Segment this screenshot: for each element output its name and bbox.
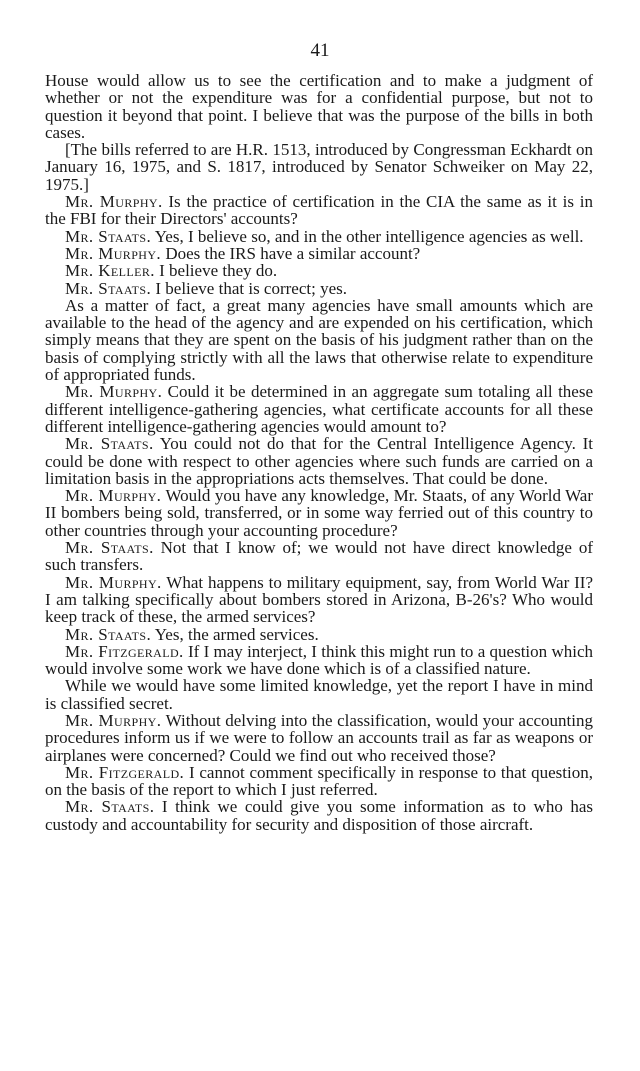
speaker-label: Mr. Murphy. [65, 192, 163, 212]
paragraph [45, 435, 593, 487]
paragraph [45, 643, 593, 678]
paragraph-text: House would allow us to see the certification and to make a judgment of whether or not the expenditure was for a confidential purpose, but not to question it beyond that point. I believe that was the purpose of the bills in both cases. [45, 71, 593, 142]
paragraph-text: While we would have some limited knowledge, yet the report I have in mind is classified secret. [45, 676, 593, 713]
paragraph-text: Would you have any knowledge, Mr. Staats, of any World War II bombers being sold, transferred, or in some way ferried out of this country to other countries through your accounting procedure? [45, 486, 593, 540]
paragraph-text: Without delving into the classification, would your accounting procedures inform us if we were to follow an accounts trail as far as weapons or airplanes were concerned? Could we find out who received those? [45, 710, 593, 765]
paragraph [45, 626, 593, 643]
speaker-label: Mr. Staats. [65, 538, 154, 558]
paragraph [45, 677, 593, 712]
paragraph [45, 72, 593, 141]
paragraph-text: What happens to military equipment, say, from World War II? I am talking specifically about bombers stored in Arizona, B-26's? Who would keep track of these, the armed services? [45, 572, 594, 627]
paragraph [45, 712, 593, 764]
speaker-label: Mr. Fitzgerald. [65, 641, 184, 661]
paragraph [45, 228, 593, 245]
paragraph [45, 798, 593, 833]
paragraph [45, 574, 593, 626]
paragraph [45, 383, 593, 435]
speaker-label: Mr. Staats. [65, 226, 152, 246]
paragraph-text: Not that I know of; we would not have direct knowledge of such transfers. [45, 538, 593, 575]
speaker-label: Mr. Staats. [65, 434, 154, 454]
paragraph-text: I cannot comment specifically in response to that question, on the basis of the report to which I just referred. [45, 762, 593, 800]
paragraph [45, 280, 593, 297]
speaker-label: Mr. Murphy. [65, 572, 162, 592]
page-number: 41 [310, 40, 330, 61]
speaker-label: Mr. Murphy. [65, 486, 162, 506]
paragraph-text: As a matter of fact, a great many agencies have small amounts which are available to the head of the agency and are expended on his certification, which simply means that they are spent on the basis of his judgment rather than on the basis of complying strictly with all the laws that otherwise relate to expenditure of appropriated funds. [45, 295, 593, 385]
speaker-label: Mr. Staats. [65, 624, 152, 644]
speaker-label: Mr. Staats. [65, 797, 155, 817]
paragraph-text: If I may interject, I think this might run to a question which would involve some work we have done which is of a classified nature. [45, 641, 593, 679]
paragraph [45, 193, 593, 228]
paragraph [45, 262, 593, 279]
speaker-label: Mr. Staats. [65, 278, 152, 298]
paragraph-text: I believe they do. [154, 261, 278, 281]
paragraph-text: Could it be determined in an aggregate sum totaling all these different intelligence-gathering agencies, what certificate accounts for all these different intelligence-gathering agencies would amount to? [45, 382, 594, 436]
transcript-body [45, 72, 593, 833]
paragraph-text: Yes, I believe so, and in the other intelligence agencies as well. [151, 226, 584, 246]
speaker-label: Mr. Fitzgerald. [65, 762, 185, 782]
paragraph-text: I believe that is correct; yes. [151, 278, 347, 298]
speaker-label: Mr. Murphy. [65, 710, 162, 730]
paragraph-text: You could not do that for the Central Intelligence Agency. It could be done with respect to other agencies where such funds are carried on a limitation basis in the appropriations acts themselves. That could be done. [45, 434, 593, 488]
speaker-label: Mr. Murphy. [65, 243, 162, 263]
paragraph [45, 764, 593, 799]
paragraph-text: Yes, the armed services. [151, 624, 319, 644]
paragraph [45, 487, 593, 539]
paragraph [45, 539, 593, 574]
paragraph-text: [The bills referred to are H.R. 1513, introduced by Congressman Eckhardt on January 16, 1975, and S. 1817, introduced by Senator Schweiker on May 22, 1975.] [45, 140, 593, 194]
speaker-label: Mr. Murphy. [65, 382, 163, 402]
paragraph-text: I think we could give you some information as to who has custody and accountability for security and disposition of those aircraft. [45, 797, 593, 834]
paragraph-text: Is the practice of certification in the CIA the same as it is in the FBI for their Directors' accounts? [45, 192, 593, 229]
paragraph [45, 141, 593, 193]
paragraph [45, 245, 593, 262]
speaker-label: Mr. Keller. [65, 261, 155, 281]
paragraph [45, 297, 593, 383]
paragraph-text: Does the IRS have a similar account? [161, 243, 421, 263]
